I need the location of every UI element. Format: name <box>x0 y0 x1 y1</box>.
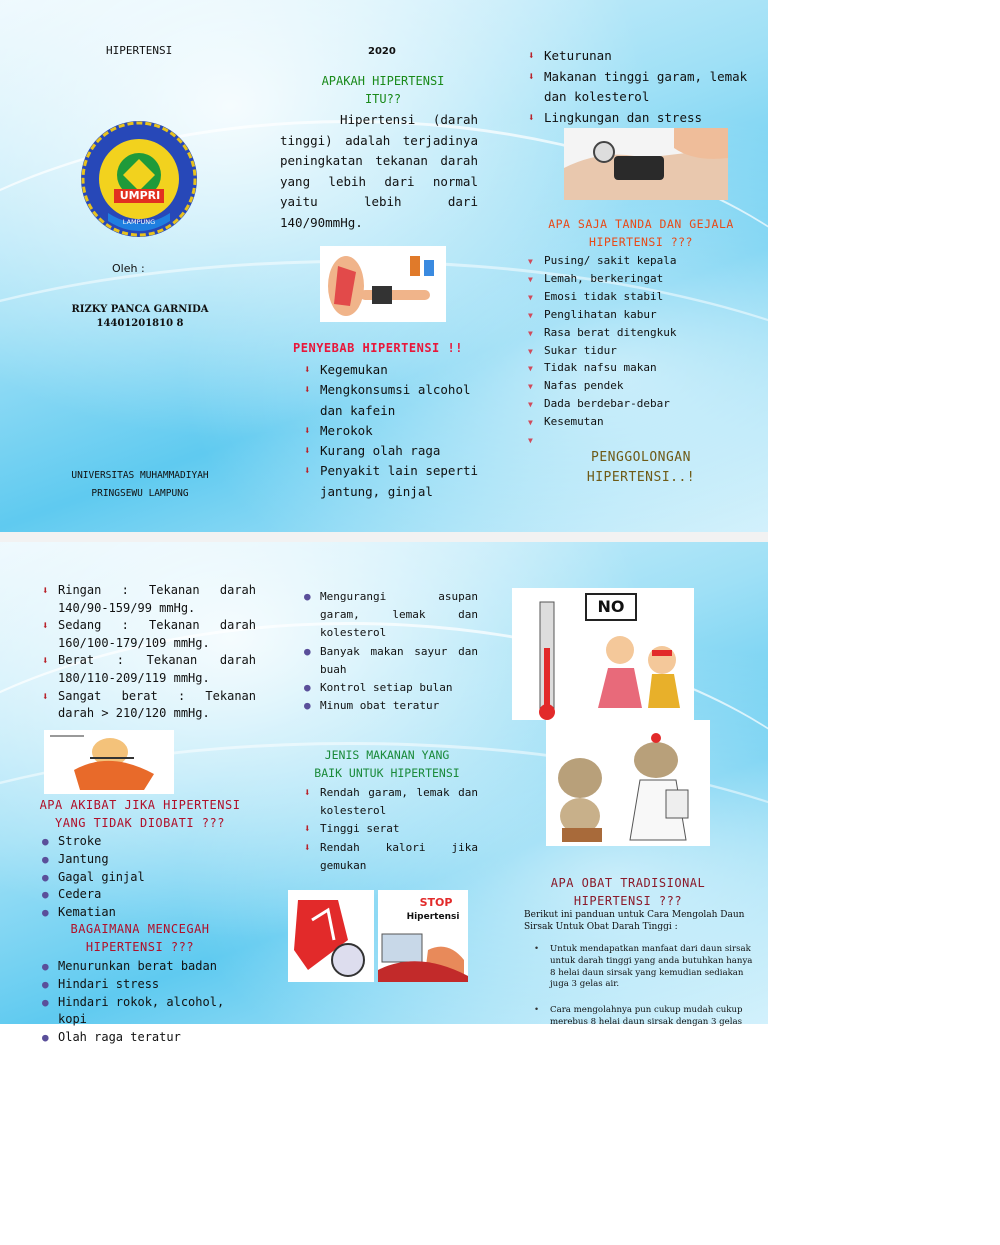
classification-heading-line2: HIPERTENSI..! <box>586 470 696 485</box>
list-item: ● Menurunkan berat badan <box>40 958 256 976</box>
effects-heading-line2: YANG TIDAK DIOBATI ??? <box>55 816 225 830</box>
author-name: RIZKY PANCA GARNIDA <box>71 304 209 315</box>
list-item: ● Jantung <box>40 851 256 869</box>
list-item: ⬇ Mengkonsumsi alcohol dan kafein <box>302 380 488 421</box>
list-item: ⬇ Sangat berat : Tekanan darah > 210/120 mmHg. <box>40 688 256 723</box>
stop-hipertensi-label: Hipertensi <box>406 912 460 922</box>
list-item: ⬇ Tinggi serat <box>302 820 478 838</box>
food-list <box>302 784 478 875</box>
brochure-inside-page <box>0 542 768 1045</box>
stop-hipertensi-illustration <box>378 890 468 982</box>
remedy-heading-line2: HIPERTENSI ??? <box>573 894 683 908</box>
effects-list <box>40 833 256 922</box>
classification-heading-line1: PENGGOLONGAN <box>591 450 691 465</box>
list-item: ⬇ Rendah garam, lemak dan kolesterol <box>302 784 478 820</box>
food-heading-line2: BAIK UNTUK HIPERTENSI <box>314 766 460 780</box>
traditional-remedy-panel <box>508 542 768 1027</box>
prevention-continued-list <box>302 588 478 715</box>
list-item: ⬇ Kegemukan <box>302 360 488 380</box>
page-separator <box>0 532 768 542</box>
list-item: ⬇ Merokok <box>302 421 488 441</box>
symptoms-heading-line2: HIPERTENSI ??? <box>589 235 693 249</box>
definition-heading-line1: APAKAH HIPERTENSI <box>321 74 445 88</box>
remedy-heading-line1: APA OBAT TRADISIONAL <box>550 876 706 890</box>
headache-cartoon <box>44 730 174 794</box>
list-item: ● Banyak makan sayur dan buah <box>302 643 478 679</box>
list-item: ⬇ Kurang olah raga <box>302 441 488 461</box>
doctor-no-cartoon <box>512 588 694 720</box>
list-item: ▼ Kesemutan <box>526 413 758 431</box>
list-item: ● Hindari rokok, alcohol, kopi <box>40 994 256 1030</box>
measuring-blood-pressure-photo <box>564 128 728 200</box>
author-id: 14401201810 8 <box>96 318 184 329</box>
list-item: ▼ Sukar tidur <box>526 342 758 360</box>
stop-hand-illustration <box>288 890 374 982</box>
brochure-outside-page <box>0 0 768 532</box>
list-item: ● Kontrol setiap bulan <box>302 679 478 697</box>
prevention-heading-line1: BAGAIMANA MENCEGAH <box>70 922 210 936</box>
definition-text: Hipertensi (darah tinggi) adalah terjadinya peningkatan tekanan darah yang lebih dari normal yaitu lebih dari 140/90mmHg. <box>280 112 478 230</box>
list-item: ▼ Emosi tidak stabil <box>526 288 758 306</box>
logo-umpri-text: UMPRI <box>119 189 161 202</box>
causes-list <box>302 360 488 502</box>
list-item: • Untuk mendapatkan manfaat dari daun sirsak untuk darah tinggi yang anda butuhkan hanya 8 helai daun sirsak yang kemudian sediakan juga 3 gelas air. <box>532 944 754 991</box>
list-item <box>526 431 758 449</box>
list-item: ▼ Dada berdebar-debar <box>526 395 758 413</box>
list-item: ● Cedera <box>40 886 256 904</box>
list-item: ⬇ Sedang : Tekanan darah 160/100-179/109 mmHg. <box>40 617 256 652</box>
classification-list <box>40 582 256 723</box>
causes-heading: PENYEBAB HIPERTENSI !! <box>293 341 463 355</box>
blood-pressure-illustration <box>320 246 446 322</box>
food-heading-line1: JENIS MAKANAN YANG <box>324 748 450 762</box>
rat-doctor-cartoon <box>546 720 710 846</box>
list-item: ⬇ Lingkungan dan stress <box>526 108 758 129</box>
effects-heading-line1: APA AKIBAT JIKA HIPERTENSI <box>39 798 241 812</box>
classification-panel <box>39 542 256 1045</box>
list-item: ⬇ Berat : Tekanan darah 180/110-209/119 mmHg. <box>40 652 256 687</box>
list-item: ▼ Tidak nafsu makan <box>526 359 758 377</box>
remedy-steps <box>532 944 754 1029</box>
remedy-intro: Berikut ini panduan untuk Cara Mengolah Daun Sirsak Untuk Obat Darah Tinggi : <box>524 910 745 932</box>
stop-sign-text: STOP <box>419 896 453 909</box>
list-item: ▼ Nafas pendek <box>526 377 758 395</box>
list-item: ● Gagal ginjal <box>40 869 256 887</box>
symptoms-panel <box>526 0 768 532</box>
list-item: ● Stroke <box>40 833 256 851</box>
definition-panel <box>280 0 488 532</box>
list-item: ● Kematian <box>40 904 256 922</box>
symptoms-list <box>526 252 758 449</box>
list-item: ⬇ Penyakit lain seperti jantung, ginjal <box>302 461 488 502</box>
university-name-line1: UNIVERSITAS MUHAMMADIYAH <box>71 470 209 481</box>
list-item: ● Mengurangi asupan garam, lemak dan kolesterol <box>302 588 478 643</box>
list-item: ⬇ Rendah kalori jika gemukan <box>302 839 478 875</box>
university-logo <box>78 117 200 247</box>
list-item: ▼ Pusing/ sakit kepala <box>526 252 758 270</box>
year-label: 2020 <box>368 46 396 57</box>
brochure-title: HIPERTENSI <box>106 44 173 57</box>
list-item: ⬇ Keturunan <box>526 46 758 67</box>
list-item: ● Hindari stress <box>40 976 256 994</box>
logo-lampung-text: LAMPUNG <box>122 218 156 226</box>
prevention-list <box>40 958 256 1047</box>
author-label: Oleh : <box>112 262 145 275</box>
prevention-heading-line2: HIPERTENSI ??? <box>85 940 195 954</box>
prevention-continued-panel <box>302 542 478 1024</box>
symptoms-heading-line1: APA SAJA TANDA DAN GEJALA <box>548 217 734 231</box>
list-item: ⬇ Makanan tinggi garam, lemak dan kolesterol <box>526 67 758 108</box>
list-item: ▼ Penglihatan kabur <box>526 306 758 324</box>
list-item: ● Minum obat teratur <box>302 697 478 715</box>
list-item: ▼ Lemah, berkeringat <box>526 270 758 288</box>
list-item: ▼ Rasa berat ditengkuk <box>526 324 758 342</box>
no-sign-text: NO <box>597 597 625 616</box>
definition-heading-line2: ITU?? <box>364 92 402 106</box>
list-item: ⬇ Ringan : Tekanan darah 140/90-159/99 mmHg. <box>40 582 256 617</box>
list-item: • Cara mengolahnya pun cukup mudah cukup merebus 8 helai daun sirsak dengan 3 gelas <box>532 1005 754 1029</box>
risk-factors-list <box>526 46 758 128</box>
cover-panel <box>0 0 256 532</box>
university-name-line2: PRINGSEWU LAMPUNG <box>91 488 189 499</box>
list-item: ● Olah raga teratur <box>40 1029 256 1047</box>
